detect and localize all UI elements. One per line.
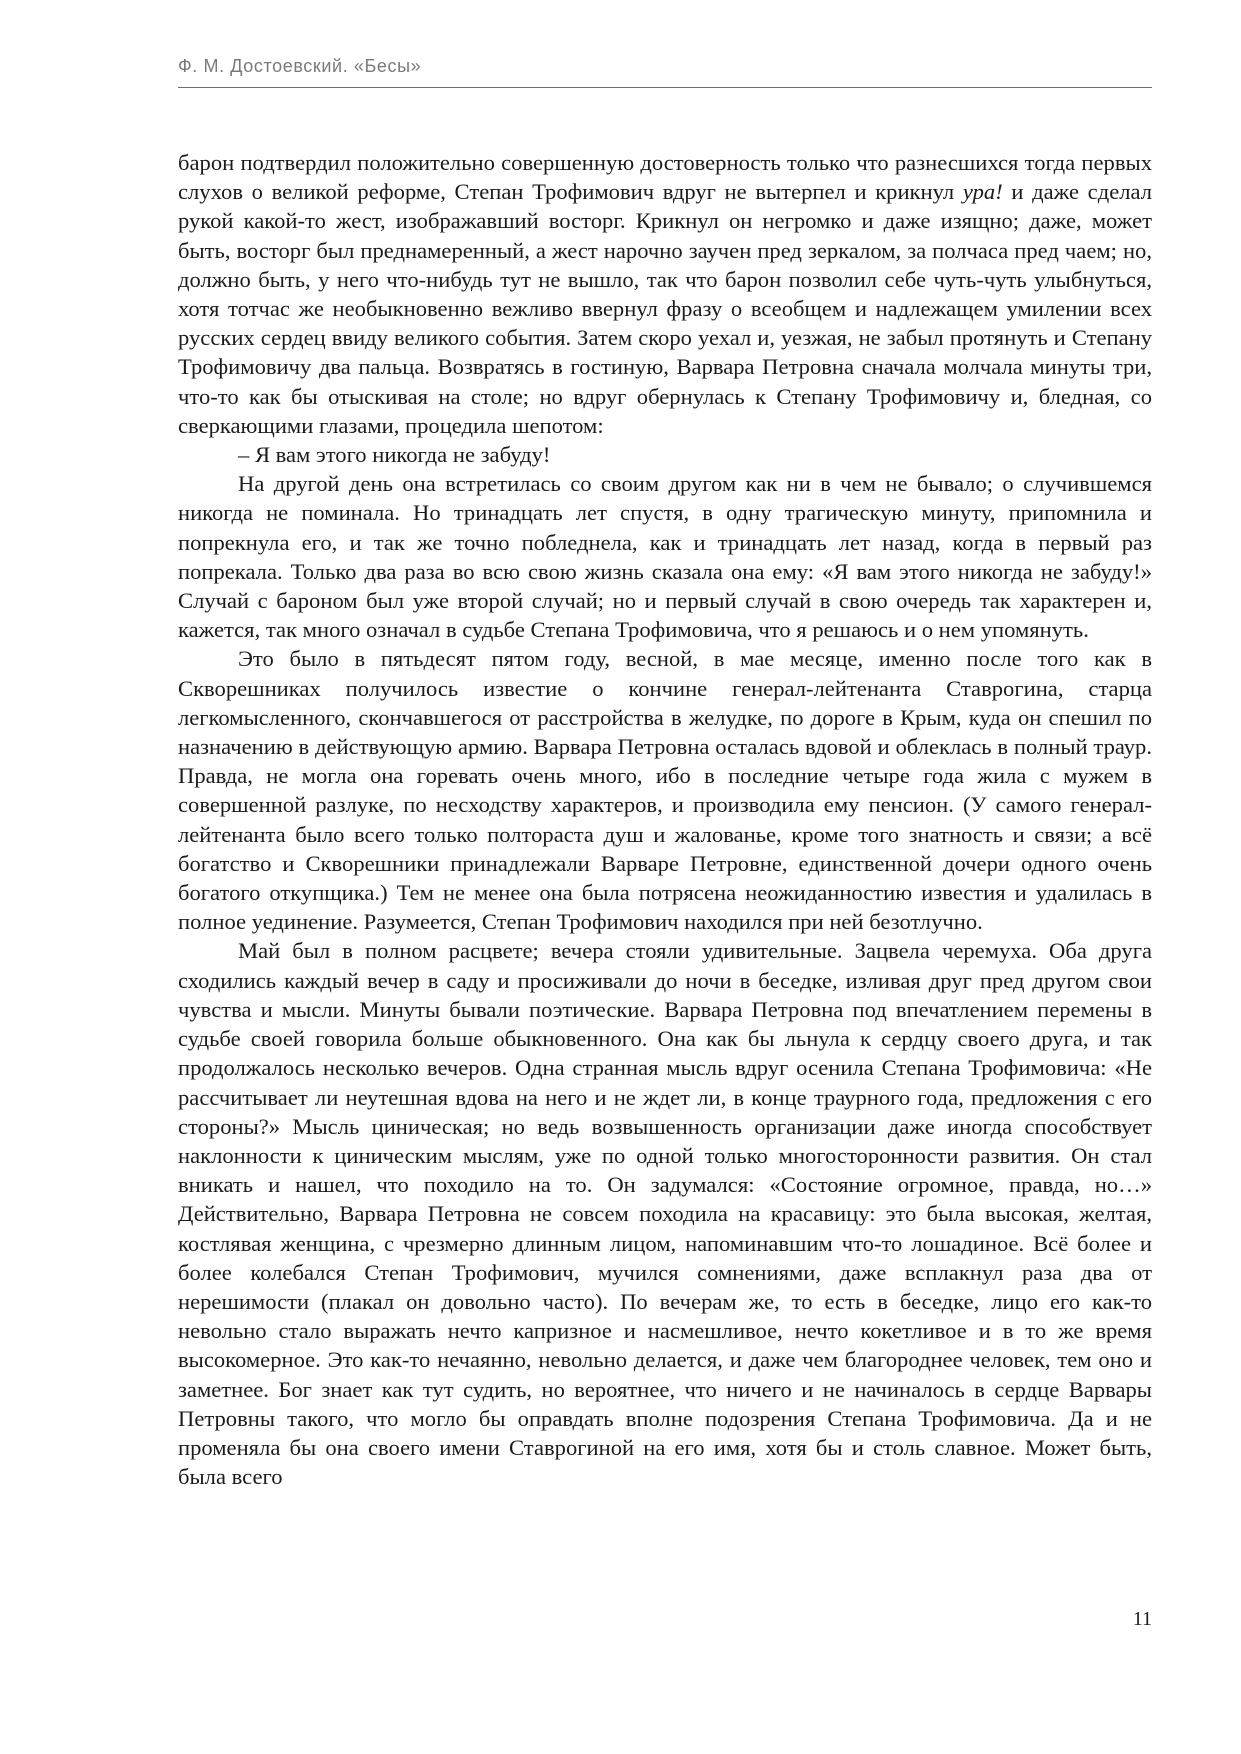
italic-exclamation: ура! bbox=[962, 179, 1003, 205]
paragraph: На другой день она встретилась со своим другом как ни в чем не бывало; о случившемся никогда не поминала. Но тринадцать лет спустя, в одну трагическую минуту, припомнила и попрекнула его, и так же точно побледнела, как и тринадцать лет назад, когда в первый раз попрекала. Только два раза во всю свою жизнь сказала она ему: «Я вам этого никогда не забуду!» Случай с бароном был уже второй случай; но и первый случай в свою очередь так характерен и, кажется, так много означал в судьбе Степана Трофимовича, что я решаюсь и о нем упомянуть. bbox=[178, 471, 1152, 643]
running-header: Ф. М. Достоевский. «Бесы» bbox=[178, 56, 422, 76]
paragraph-continued bbox=[178, 148, 1152, 440]
paragraph: Это было в пятьдесят пятом году, весной, в мае месяце, именно после того как в Скворешниках получилось известие о кончине генерал-лейтенанта Ставрогина, старца легкомысленного, скончавшегося от расстройства в желудке, по дороге в Крым, куда он спешил по назначению в действующую армию. Варвара Петровна осталась вдовой и облеклась в полный траур. Правда, не могла она горевать очень много, ибо в последние четыре года жила с мужем в совершенной разлуке, по несходству характеров, и производила ему пенсион. (У самого генерал-лейтенанта было всего только полтораста душ и жалованье, кроме того знатность и связи; а всё богатство и Скворешники принадлежали Варваре Петровне, единственной дочери одного очень богатого откупщика.) Тем не менее она была потрясена неожиданностию известия и удалилась в полное уединение. Разумеется, Степан Трофимович находился при ней безотлучно. bbox=[178, 646, 1152, 935]
page-number: 11 bbox=[1132, 1608, 1152, 1630]
body-text bbox=[178, 148, 1152, 1491]
paragraph: Май был в полном расцвете; вечера стояли удивительные. Зацвела черемуха. Оба друга сходились каждый вечер в саду и просиживали до ночи в беседке, изливая друг пред другом свои чувства и мысли. Минуты бывали поэтические. Варвара Петровна под впечатлением перемены в судьбе своей говорила больше обыкновенного. Она как бы льнула к сердцу своего друга, и так продолжалось несколько вечеров. Одна странная мысль вдруг осенила Степана Трофимовича: «Не рассчитывает ли неутешная вдова на него и не ждет ли, в конце траурного года, предложения с его стороны?» Мысль циническая; но ведь возвышенность организации даже иногда способствует наклонности к циническим мыслям, уже по одной только многосторонности развития. Он стал вникать и нашел, что походило на то. Он задумался: «Состояние огромное, правда, но…» Действительно, Варвара Петровна не совсем походила на красавицу: это была высокая, желтая, костлявая женщина, с чрезмерно длинным лицом, напоминавшим что-то лошадиное. Всё более и более колебался Степан Трофимович, мучился сомнениями, даже всплакнул раза два от нерешимости (плакал он довольно часто). По вечерам же, то есть в беседке, лицо его как-то невольно стало выражать нечто капризное и насмешливое, нечто кокетливое и в то же время высокомерное. Это как-то нечаянно, невольно делается, и даже чем благороднее человек, тем оно и заметнее. Бог знает как тут судить, но вероятнее, что ничего и не начиналось в сердце Варвары Петровны такого, что могло бы оправдать вполне подозрения Степана Трофимовича. Да и не променяла бы она своего имени Ставрогиной на его имя, хотя бы и столь славное. Может быть, была всего bbox=[178, 938, 1152, 1490]
paragraph-text: и даже сделал рукой какой-то жест, изображавший восторг. Крикнул он негромко и даже изящно; даже, может быть, восторг был преднамеренный, а жест нарочно заучен пред зеркалом, за полчаса пред чаем; но, должно быть, у него что-нибудь тут не вышло, так что барон позволил себе чуть-чуть улыбнуться, хотя тотчас же необыкновенно вежливо ввернул фразу о всеобщем и надлежащем умилении всех русских сердец ввиду великого события. Затем скоро уехал и, уезжая, не забыл протянуть и Степану Трофимовичу два пальца. Возвратясь в гостиную, Варвара Петровна сначала молчала минуты три, что-то как бы отыскивая на столе; но вдруг обернулась к Степану Трофимовичу и, бледная, со сверкающими глазами, процедила шепотом: bbox=[178, 179, 1152, 438]
header-divider bbox=[178, 87, 1152, 88]
paragraph-text: барон подтвердил положительно совершенную достоверность только что разнесшихся тогда первых слухов о великой реформе, Степан Трофимович вдруг не вытерпел и крикнул bbox=[178, 150, 1152, 205]
dialogue-line: – Я вам этого никогда не забуду! bbox=[238, 442, 551, 468]
